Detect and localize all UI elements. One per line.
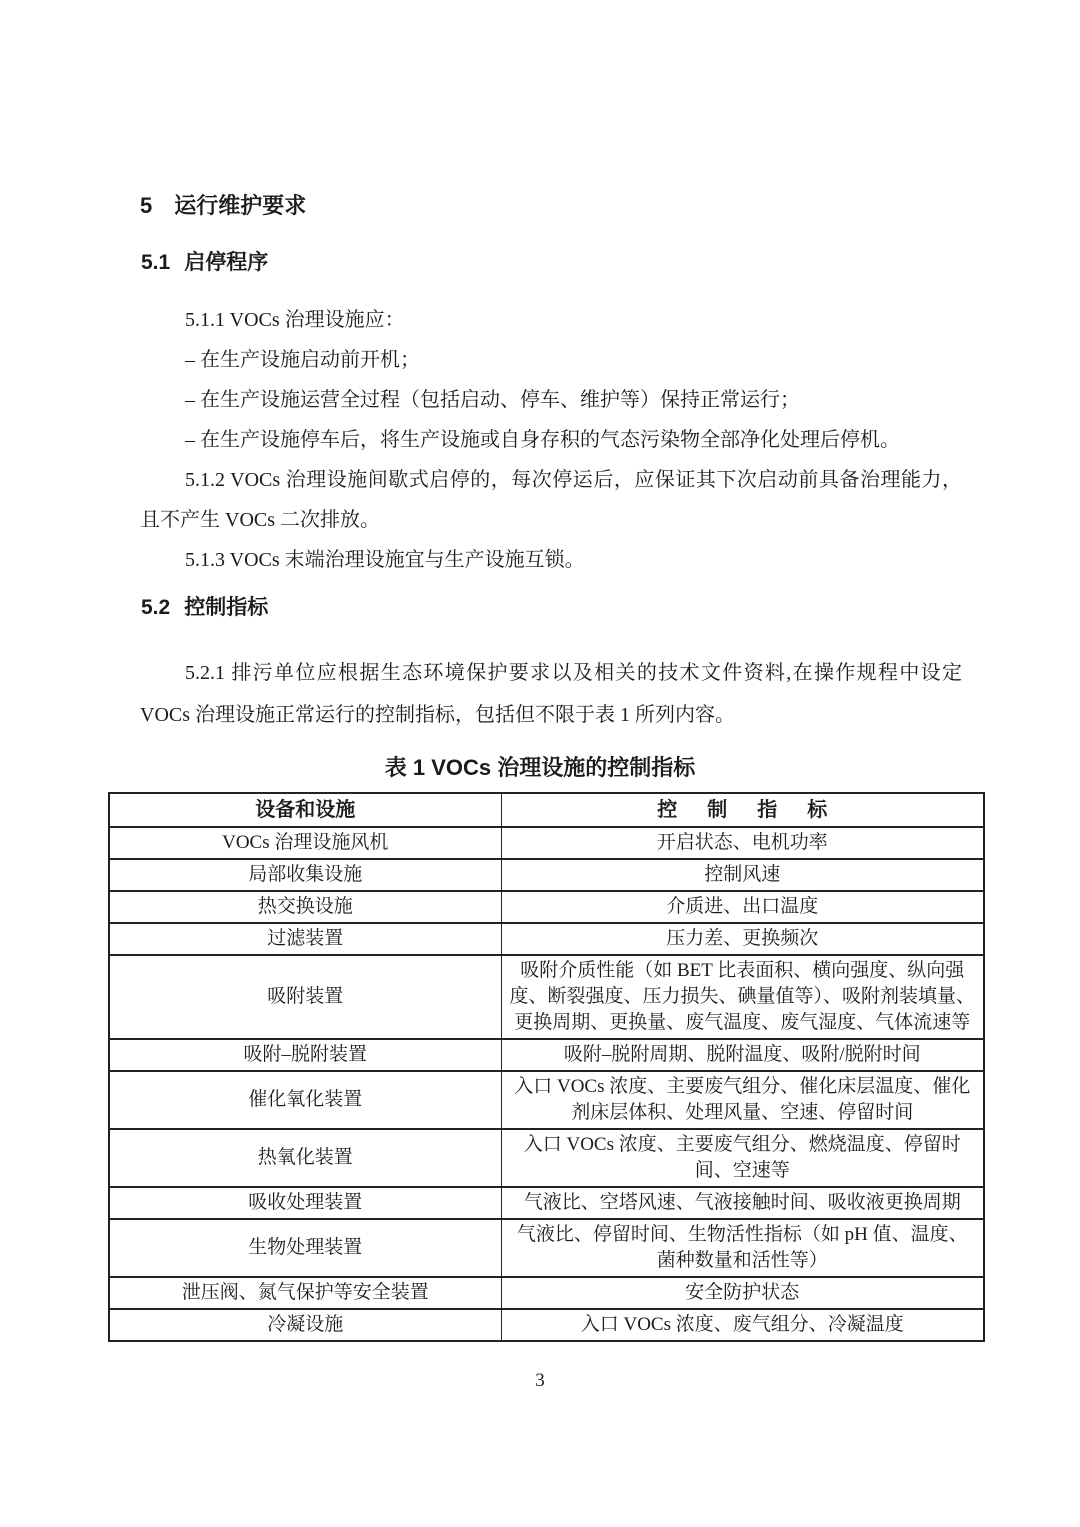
header-device: 设备和设施 [109,793,501,827]
table-row [109,923,984,955]
table-row [109,1187,984,1219]
bullet-item: – 在生产设施停车后，将生产设施或自身存积的气态污染物全部净化处理后停机。 [185,429,900,451]
device-cell: 吸收处理装置 [109,1187,501,1219]
table-row [109,1277,984,1309]
table-row [109,1071,984,1129]
bullet-item: – 在生产设施运营全过程（包括启动、停车、维护等）保持正常运行； [185,389,800,411]
paragraph-5-1-1: 5.1.1 VOCs 治理设施应： [185,309,405,331]
section-5-1-heading [141,250,268,275]
section-5-number: 5 [140,193,153,218]
indicator-cell: 入口 VOCs 浓度、废气组分、冷凝温度 [501,1309,984,1341]
table-1 [108,792,985,1342]
indicator-cell: 压力差、更换频次 [501,923,984,955]
table-row [109,1039,984,1071]
section-5-1-title: 启停程序 [184,251,269,274]
control-indicator-table [108,792,985,1342]
device-cell: 生物处理装置 [109,1219,501,1277]
table-row [109,891,984,923]
indicator-cell: 吸附介质性能（如 BET 比表面积、横向强度、纵向强度、断裂强度、压力损失、碘量值等）、吸附剂装填量、更换周期、更换量、废气温度、废气湿度、气体流速等 [501,955,984,1039]
device-cell: 吸附–脱附装置 [109,1039,501,1071]
section-5-heading [140,193,306,219]
device-cell: VOCs 治理设施风机 [109,827,501,859]
device-cell: 泄压阀、氮气保护等安全装置 [109,1277,501,1309]
table-row [109,1309,984,1341]
indicator-cell: 安全防护状态 [501,1277,984,1309]
device-cell: 催化氧化装置 [109,1071,501,1129]
page-number: 3 [535,1370,545,1391]
section-5-2-title: 控制指标 [184,596,269,619]
table-header-row [109,793,984,827]
device-cell: 冷凝设施 [109,1309,501,1341]
indicator-cell: 吸附–脱附周期、脱附温度、吸附/脱附时间 [501,1039,984,1071]
device-cell: 吸附装置 [109,955,501,1039]
indicator-cell: 控制风速 [501,859,984,891]
indicator-cell: 气液比、空塔风速、气液接触时间、吸收液更换周期 [501,1187,984,1219]
device-cell: 热氧化装置 [109,1129,501,1187]
section-5-2-number: 5.2 [141,596,171,619]
section-5-2-heading [141,595,268,620]
device-cell: 过滤装置 [109,923,501,955]
indicator-cell: 入口 VOCs 浓度、主要废气组分、燃烧温度、停留时间、空速等 [501,1129,984,1187]
table-caption: 表 1 VOCs 治理设施的控制指标 [384,755,696,780]
bullet-item: – 在生产设施启动前开机； [185,349,420,371]
table-row [109,1219,984,1277]
table-row [109,859,984,891]
section-5-title: 运行维护要求 [174,193,307,218]
paragraph-5-2-1: 5.2.1 排污单位应根据生态环境保护要求以及相关的技术文件资料,在操作规程中设定 VOCs 治理设施正常运行的控制指标，包括但不限于表 1 所列内容。 [140,662,962,726]
indicator-cell: 气液比、停留时间、生物活性指标（如 pH 值、温度、菌种数量和活性等） [501,1219,984,1277]
paragraph-5-1-2: 5.1.2 VOCs 治理设施间歇式启停的，每次停运后，应保证其下次启动前具备治理能力，且不产生 VOCs 二次排放。 [140,469,962,531]
device-cell: 局部收集设施 [109,859,501,891]
indicator-cell: 介质进、出口温度 [501,891,984,923]
indicator-cell: 入口 VOCs 浓度、主要废气组分、催化床层温度、催化剂床层体积、处理风量、空速、停留时间 [501,1071,984,1129]
section-5-1-number: 5.1 [141,251,171,274]
indicator-cell: 开启状态、电机功率 [501,827,984,859]
table-row [109,955,984,1039]
table-row [109,1129,984,1187]
header-indicator: 控制指标 [501,793,984,827]
table-row [109,827,984,859]
device-cell: 热交换设施 [109,891,501,923]
paragraph-5-1-3: 5.1.3 VOCs 末端治理设施宜与生产设施互锁。 [185,549,585,571]
bullet-list [140,340,962,460]
